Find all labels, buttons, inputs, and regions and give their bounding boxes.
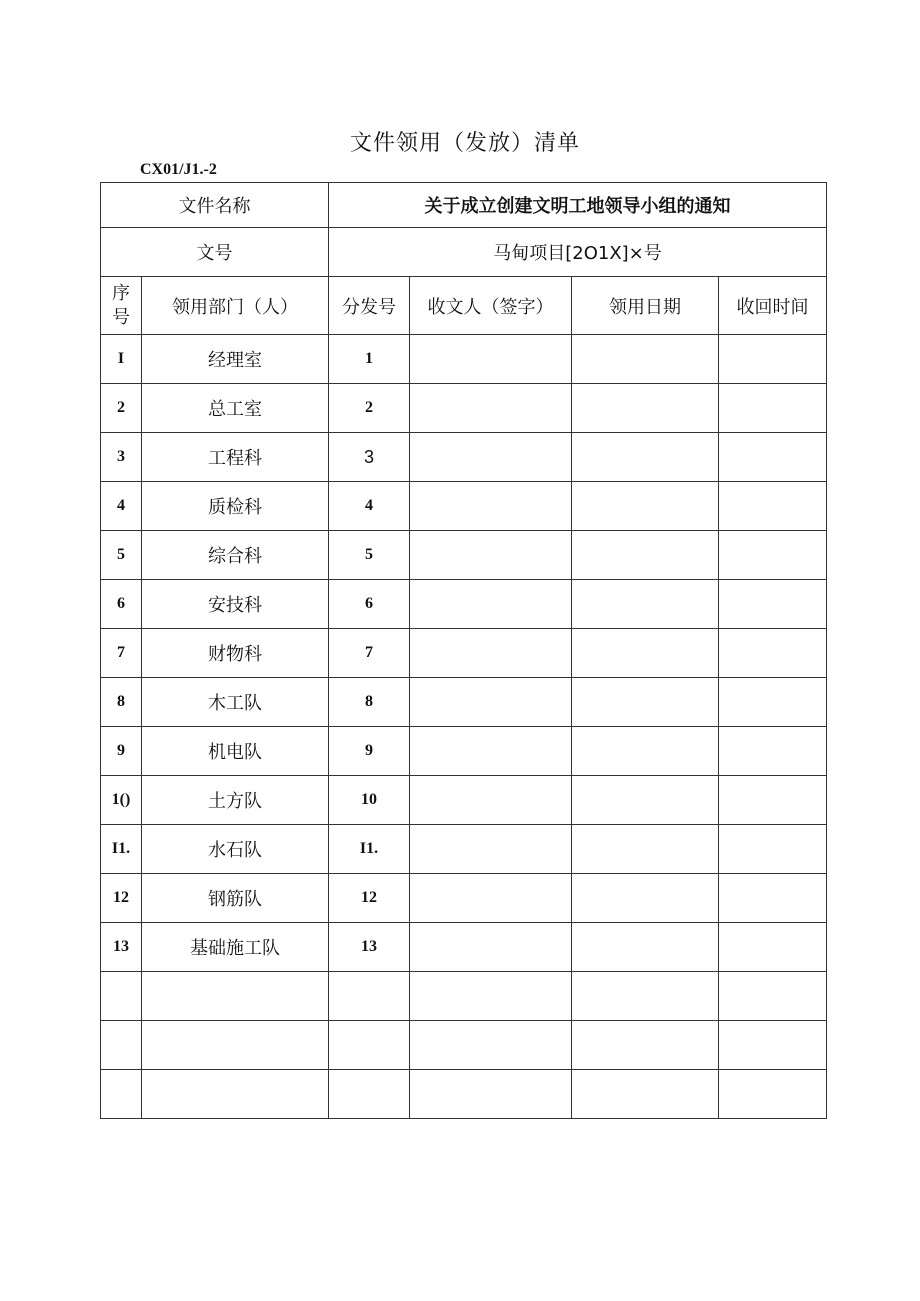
file-name-label: 文件名称 [101, 183, 329, 228]
table-row [101, 776, 827, 825]
row-return-cell[interactable] [719, 433, 827, 482]
row-date-cell[interactable] [572, 727, 719, 776]
row-dept-cell[interactable] [142, 1021, 329, 1070]
row-date-cell[interactable] [572, 678, 719, 727]
row-date-cell[interactable] [572, 433, 719, 482]
row-dist-no: 13 [329, 923, 410, 972]
row-date-cell[interactable] [572, 531, 719, 580]
table-row [101, 384, 827, 433]
distribution-table [100, 182, 827, 1119]
row-dept: 土方队 [142, 776, 329, 825]
table-row [101, 433, 827, 482]
row-seq: 2 [101, 384, 142, 433]
col-header-dist-no: 分发号 [329, 277, 410, 335]
row-receiver-cell[interactable] [410, 874, 572, 923]
row-return-cell[interactable] [719, 1070, 827, 1119]
row-receiver-cell[interactable] [410, 384, 572, 433]
table-row [101, 531, 827, 580]
row-seq: 6 [101, 580, 142, 629]
row-receiver-cell[interactable] [410, 923, 572, 972]
row-dept: 工程科 [142, 433, 329, 482]
row-dist-cell[interactable] [329, 1021, 410, 1070]
doc-number-value: 马甸项目[2O1X]×号 [329, 228, 827, 277]
column-header-row [101, 277, 827, 335]
row-dept: 安技科 [142, 580, 329, 629]
table-row [101, 678, 827, 727]
row-dist-no: 2 [329, 384, 410, 433]
table-row [101, 825, 827, 874]
empty-table-row [101, 972, 827, 1021]
row-return-cell[interactable] [719, 776, 827, 825]
table-row [101, 727, 827, 776]
row-date-cell[interactable] [572, 384, 719, 433]
row-seq: 1() [101, 776, 142, 825]
row-return-cell[interactable] [719, 972, 827, 1021]
row-return-cell[interactable] [719, 825, 827, 874]
row-receiver-cell[interactable] [410, 629, 572, 678]
row-receiver-cell[interactable] [410, 1021, 572, 1070]
row-receiver-cell[interactable] [410, 335, 572, 384]
row-dept: 机电队 [142, 727, 329, 776]
row-seq: 4 [101, 482, 142, 531]
row-seq: 8 [101, 678, 142, 727]
row-dist-no: 7 [329, 629, 410, 678]
table-row [101, 335, 827, 384]
row-return-cell[interactable] [719, 629, 827, 678]
row-return-cell[interactable] [719, 531, 827, 580]
empty-table-row [101, 1070, 827, 1119]
row-receiver-cell[interactable] [410, 433, 572, 482]
row-dept: 基础施工队 [142, 923, 329, 972]
row-seq: 5 [101, 531, 142, 580]
row-seq: 9 [101, 727, 142, 776]
row-dist-no: 6 [329, 580, 410, 629]
row-return-cell[interactable] [719, 384, 827, 433]
table-row [101, 580, 827, 629]
row-dist-cell[interactable] [329, 1070, 410, 1119]
row-date-cell[interactable] [572, 825, 719, 874]
row-seq: 3 [101, 433, 142, 482]
row-date-cell[interactable] [572, 482, 719, 531]
row-receiver-cell[interactable] [410, 972, 572, 1021]
row-date-cell[interactable] [572, 335, 719, 384]
row-receiver-cell[interactable] [410, 825, 572, 874]
row-date-cell[interactable] [572, 1021, 719, 1070]
row-dist-cell[interactable] [329, 972, 410, 1021]
file-name-value: 关于成立创建文明工地领导小组的通知 [329, 183, 827, 228]
row-dist-no: 9 [329, 727, 410, 776]
row-return-cell[interactable] [719, 1021, 827, 1070]
row-return-cell[interactable] [719, 580, 827, 629]
row-receiver-cell[interactable] [410, 531, 572, 580]
doc-number-row [101, 228, 827, 277]
col-header-seq [101, 277, 142, 335]
row-dept: 财物科 [142, 629, 329, 678]
row-date-cell[interactable] [572, 629, 719, 678]
col-header-receiver: 收文人（签字） [410, 277, 572, 335]
row-dist-no: 10 [329, 776, 410, 825]
col-header-dept: 领用部门（人） [142, 277, 329, 335]
row-seq-cell[interactable] [101, 1021, 142, 1070]
row-dist-no: 3 [329, 433, 410, 482]
row-receiver-cell[interactable] [410, 727, 572, 776]
row-dist-no: 5 [329, 531, 410, 580]
col-header-seq-line1: 序 [112, 282, 130, 304]
row-date-cell[interactable] [572, 776, 719, 825]
empty-table-row [101, 1021, 827, 1070]
row-seq-cell[interactable] [101, 972, 142, 1021]
row-seq: 13 [101, 923, 142, 972]
row-dept: 木工队 [142, 678, 329, 727]
row-date-cell[interactable] [572, 1070, 719, 1119]
row-date-cell[interactable] [572, 580, 719, 629]
row-receiver-cell[interactable] [410, 776, 572, 825]
document-title: 文件领用（发放）清单 [349, 131, 580, 156]
row-dist-no: I1. [329, 825, 410, 874]
row-date-cell[interactable] [572, 874, 719, 923]
row-dept: 质检科 [142, 482, 329, 531]
row-dept: 总工室 [142, 384, 329, 433]
row-dept: 水石队 [142, 825, 329, 874]
row-receiver-cell[interactable] [410, 482, 572, 531]
row-date-cell[interactable] [572, 972, 719, 1021]
row-return-cell[interactable] [719, 874, 827, 923]
row-dist-no: 1 [329, 335, 410, 384]
row-dist-no: 4 [329, 482, 410, 531]
row-dist-no: 12 [329, 874, 410, 923]
col-header-date: 领用日期 [572, 277, 719, 335]
row-seq-cell[interactable] [101, 1070, 142, 1119]
table-row [101, 629, 827, 678]
row-receiver-cell[interactable] [410, 678, 572, 727]
row-dept: 钢筋队 [142, 874, 329, 923]
row-dept-cell[interactable] [142, 972, 329, 1021]
doc-number-label: 文号 [101, 228, 329, 277]
row-return-cell[interactable] [719, 335, 827, 384]
row-seq: I1. [101, 825, 142, 874]
table-row [101, 923, 827, 972]
row-receiver-cell[interactable] [410, 580, 572, 629]
row-seq: 12 [101, 874, 142, 923]
row-return-cell[interactable] [719, 727, 827, 776]
table-row [101, 482, 827, 531]
row-seq: 7 [101, 629, 142, 678]
row-dept: 经理室 [142, 335, 329, 384]
row-return-cell[interactable] [719, 482, 827, 531]
row-date-cell[interactable] [572, 923, 719, 972]
table-row [101, 874, 827, 923]
row-dept-cell[interactable] [142, 1070, 329, 1119]
col-header-seq-line2: 号 [112, 306, 130, 328]
file-name-row [101, 183, 827, 228]
form-code: CX01/J1.-2 [140, 161, 217, 178]
row-receiver-cell[interactable] [410, 1070, 572, 1119]
table-body [101, 183, 827, 1119]
col-header-return-time: 收回时间 [719, 277, 827, 335]
row-dept: 综合科 [142, 531, 329, 580]
row-return-cell[interactable] [719, 923, 827, 972]
row-seq: I [101, 335, 142, 384]
row-return-cell[interactable] [719, 678, 827, 727]
row-dist-no: 8 [329, 678, 410, 727]
